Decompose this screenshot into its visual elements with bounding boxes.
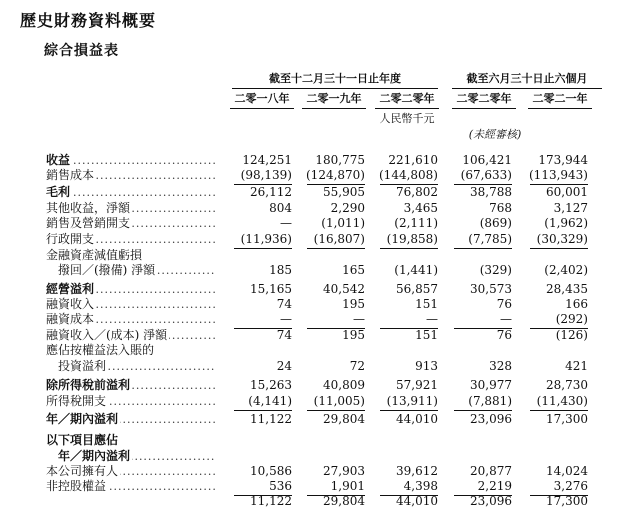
table-cell [368, 433, 438, 448]
table-cell: (11,430) [536, 394, 588, 408]
row-label-text: 毛利 [46, 185, 71, 199]
table-cell: 106,421 [462, 153, 512, 167]
total-rule [454, 410, 512, 411]
row-label [46, 433, 216, 448]
table-cell: 221,610 [388, 153, 438, 167]
table-cell: 3,127 [553, 201, 588, 215]
table-cell: 913 [415, 359, 438, 373]
table-cell: 39,612 [396, 464, 438, 478]
table-cell: 24 [276, 359, 292, 373]
table-cell: 72 [349, 359, 365, 373]
table-cell: 76,802 [396, 185, 438, 199]
table-cell: 11,122 [250, 494, 292, 508]
row-label-text: 其他收益，淨額 [46, 201, 131, 215]
row-label [46, 394, 216, 409]
table-cell: (124,870) [306, 168, 365, 182]
table-cell: (67,633) [460, 168, 512, 182]
table-cell: 38,788 [470, 185, 512, 199]
table-cell: (1,962) [544, 216, 588, 230]
table-cell: (30,329) [536, 232, 588, 246]
table-cell: 76 [496, 328, 512, 342]
row-label [46, 412, 216, 427]
row-label [46, 216, 216, 231]
row-label-text: 行政開支 [46, 232, 95, 246]
table-cell: (1,011) [321, 216, 365, 230]
table-cell: (126) [555, 328, 588, 342]
table-cell: 165 [342, 263, 365, 277]
table-cell [222, 449, 292, 464]
table-cell: 74 [276, 297, 292, 311]
table-cell: 40,542 [323, 282, 365, 296]
table-cell: 17,300 [546, 412, 588, 426]
total-rule [380, 410, 438, 411]
table-cell [442, 449, 512, 464]
row-label-text: 年／期內溢利 [58, 449, 131, 463]
table-cell: 2,290 [330, 201, 365, 215]
table-cell: (11,005) [313, 394, 365, 408]
table-cell: (2,402) [544, 263, 588, 277]
table-cell: 20,877 [470, 464, 512, 478]
row-label [58, 449, 216, 464]
table-cell: 195 [342, 297, 365, 311]
table-cell: 15,165 [250, 282, 292, 296]
row-label [46, 464, 216, 479]
table-cell: (113,943) [529, 168, 588, 182]
page-title: 歷史財務資料概要 [20, 11, 157, 30]
table-cell: (869) [479, 216, 512, 230]
table-cell: 30,573 [470, 282, 512, 296]
row-label-text: 投資溢利 [58, 359, 107, 373]
table-cell: 17,300 [546, 494, 588, 508]
table-cell [222, 248, 292, 263]
header-year-2021-interim: 二零二一年 [528, 92, 592, 109]
table-cell [518, 248, 588, 263]
total-rule [234, 410, 292, 411]
table-cell: 166 [565, 297, 588, 311]
row-label [58, 359, 216, 374]
table-cell: (16,807) [313, 232, 365, 246]
table-cell: 26,112 [250, 185, 292, 199]
row-label-text: 收益 [46, 153, 71, 167]
table-cell: 11,122 [250, 412, 292, 426]
header-year-2020-interim: 二零二零年 [452, 92, 516, 109]
row-label-text: 融資收入 [46, 297, 95, 311]
table-cell: 23,096 [470, 494, 512, 508]
table-cell: 124,251 [242, 153, 292, 167]
header-year-2020: 二零二零年 [375, 92, 439, 109]
table-cell: 195 [342, 328, 365, 342]
table-cell [368, 449, 438, 464]
row-label [46, 248, 216, 263]
table-cell: 328 [489, 359, 512, 373]
row-label [46, 328, 216, 343]
table-cell [295, 433, 365, 448]
row-label [58, 263, 216, 278]
table-cell: — [353, 312, 365, 326]
table-cell: 4,398 [403, 479, 438, 493]
header-group-six-months: 截至六月三十日止六個月 [452, 72, 602, 89]
table-cell [518, 433, 588, 448]
total-rule [530, 410, 588, 411]
table-cell: 23,096 [470, 412, 512, 426]
table-cell: (19,858) [386, 232, 438, 246]
table-cell: (7,785) [468, 232, 512, 246]
row-label [46, 343, 216, 358]
row-label-text: 年／期內溢利 [46, 412, 119, 426]
table-cell [442, 433, 512, 448]
header-group-year-ended: 截至十二月三十一日止年度 [232, 72, 438, 89]
table-cell: 76 [496, 297, 512, 311]
table-cell: 185 [269, 263, 292, 277]
table-cell: 44,010 [396, 412, 438, 426]
row-label [46, 312, 216, 327]
table-cell: 56,857 [396, 282, 438, 296]
table-cell [295, 248, 365, 263]
row-label-text: 融資成本 [46, 312, 95, 326]
row-label [46, 168, 216, 183]
table-cell: (7,881) [468, 394, 512, 408]
header-unit: 人民幣千元 [379, 112, 435, 125]
table-cell: 151 [415, 297, 438, 311]
total-rule [307, 410, 365, 411]
row-label-text: 應佔按權益法入賬的 [46, 343, 155, 357]
table-cell: 421 [565, 359, 588, 373]
table-cell: (2,111) [394, 216, 438, 230]
table-cell: 3,276 [553, 479, 588, 493]
table-cell: 10,586 [250, 464, 292, 478]
table-cell: 29,804 [323, 494, 365, 508]
table-cell: 1,901 [330, 479, 365, 493]
row-label [46, 153, 216, 168]
row-label [46, 297, 216, 312]
table-cell: (11,936) [240, 232, 292, 246]
table-cell: 28,730 [546, 378, 588, 392]
table-cell [222, 433, 292, 448]
table-cell: 15,263 [250, 378, 292, 392]
row-label [46, 201, 216, 216]
table-cell: (1,441) [394, 263, 438, 277]
table-cell: (292) [555, 312, 588, 326]
row-label-text: 所得稅開支 [46, 394, 107, 408]
row-label-text: 以下項目應佔 [46, 433, 119, 447]
table-cell: 60,001 [546, 185, 588, 199]
table-cell: (4,141) [248, 394, 292, 408]
row-label-text: 本公司擁有人 [46, 464, 119, 478]
table-cell: 173,944 [538, 153, 588, 167]
row-label [46, 185, 216, 200]
table-cell: 14,024 [546, 464, 588, 478]
header-unaudited: (未經審核) [468, 128, 522, 141]
table-cell [368, 343, 438, 358]
table-cell: 536 [269, 479, 292, 493]
table-cell: 74 [276, 328, 292, 342]
table-cell: 804 [269, 201, 292, 215]
table-cell: 2,219 [477, 479, 512, 493]
table-cell: — [426, 312, 438, 326]
row-label-text: 融資收入／(成本) 淨額 [46, 328, 168, 342]
table-cell: (13,911) [386, 394, 438, 408]
table-cell: 29,804 [323, 412, 365, 426]
table-cell [518, 343, 588, 358]
table-cell [368, 248, 438, 263]
table-cell: (329) [479, 263, 512, 277]
table-cell: 180,775 [315, 153, 365, 167]
row-label-text: 除所得稅前溢利 [46, 378, 131, 392]
row-label-text: 銷售及營銷開支 [46, 216, 131, 230]
table-cell [442, 248, 512, 263]
row-label-text: 金融資產減值虧損 [46, 248, 143, 262]
table-cell: (144,808) [379, 168, 438, 182]
table-cell: 55,905 [323, 185, 365, 199]
table-cell: 30,977 [470, 378, 512, 392]
row-label [46, 282, 216, 297]
row-label [46, 232, 216, 247]
header-year-2019: 二零一九年 [302, 92, 366, 109]
table-cell: — [280, 312, 292, 326]
table-cell: — [500, 312, 512, 326]
row-label-text: 撥回／(撥備) 淨額 [58, 263, 156, 277]
row-label [46, 479, 216, 494]
row-label-text: 銷售成本 [46, 168, 95, 182]
table-cell: 28,435 [546, 282, 588, 296]
table-cell [222, 343, 292, 358]
table-cell: 768 [489, 201, 512, 215]
table-cell [295, 343, 365, 358]
table-cell [442, 343, 512, 358]
table-cell: 3,465 [403, 201, 438, 215]
row-label-text: 非控股權益 [46, 479, 107, 493]
row-label-text: 經營溢利 [46, 282, 95, 296]
table-cell [518, 449, 588, 464]
table-cell: 40,809 [323, 378, 365, 392]
section-title: 綜合損益表 [44, 43, 119, 59]
header-year-2018: 二零一八年 [230, 92, 294, 109]
table-cell [295, 449, 365, 464]
table-cell: (98,139) [240, 168, 292, 182]
table-cell: 27,903 [323, 464, 365, 478]
table-cell: 44,010 [396, 494, 438, 508]
row-label [46, 378, 216, 393]
table-cell: 57,921 [396, 378, 438, 392]
table-cell: 151 [415, 328, 438, 342]
table-cell: — [280, 216, 292, 230]
